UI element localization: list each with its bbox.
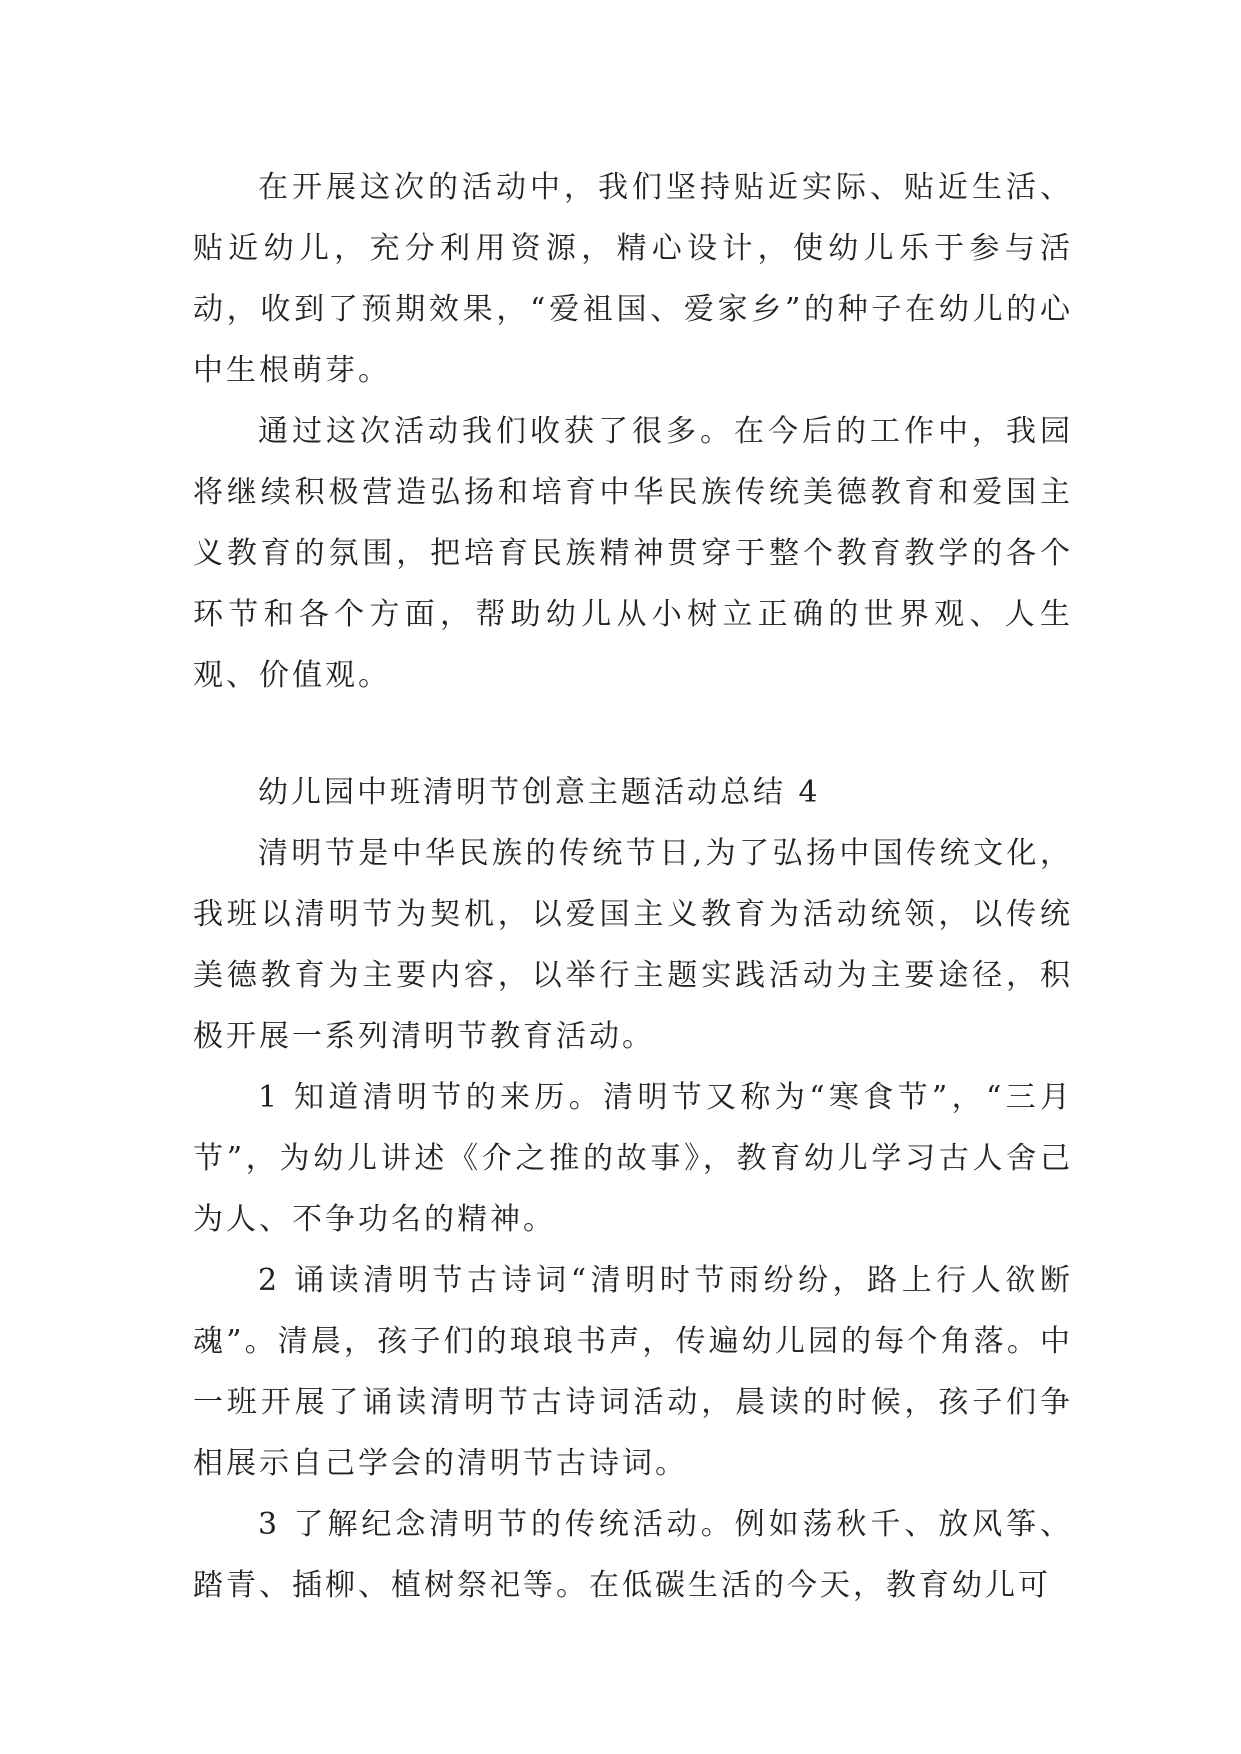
document-body	[193, 157, 1073, 1616]
paragraph: 2 诵读清明节古诗词“清明时节雨纷纷，路上行人欲断魂”。清晨，孩子们的琅琅书声，传遍幼儿园的每个角落。中一班开展了诵读清明节古诗词活动，晨读的时候，孩子们争相展示自己学会的清明节古诗词。	[193, 1263, 1073, 1481]
section-gap	[193, 706, 1073, 762]
paragraph: 1 知道清明节的来历。清明节又称为“寒食节”，“三月节”，为幼儿讲述《介之推的故事》，教育幼儿学习古人舍己为人、不争功名的精神。	[193, 1080, 1073, 1237]
paragraph: 清明节是中华民族的传统节日,为了弘扬中国传统文化，我班以清明节为契机，以爱国主义教育为活动统领，以传统美德教育为主要内容，以举行主题实践活动为主要途径，积极开展一系列清明节教育活动。	[193, 836, 1073, 1054]
paragraph: 在开展这次的活动中，我们坚持贴近实际、贴近生活、贴近幼儿，充分利用资源，精心设计，使幼儿乐于参与活动，收到了预期效果，“爱祖国、爱家乡”的种子在幼儿的心中生根萌芽。	[193, 170, 1073, 388]
paragraph: 3 了解纪念清明节的传统活动。例如荡秋千、放风筝、踏青、插柳、植树祭祀等。在低碳生活的今天，教育幼儿可	[193, 1507, 1073, 1603]
paragraph: 通过这次活动我们收获了很多。在今后的工作中，我园将继续积极营造弘扬和培育中华民族传统美德教育和爱国主义教育的氛围，把培育民族精神贯穿于整个教育教学的各个环节和各个方面，帮助幼儿从小树立正确的世界观、人生观、价值观。	[193, 414, 1073, 693]
section-title: 幼儿园中班清明节创意主题活动总结 4	[258, 775, 821, 810]
